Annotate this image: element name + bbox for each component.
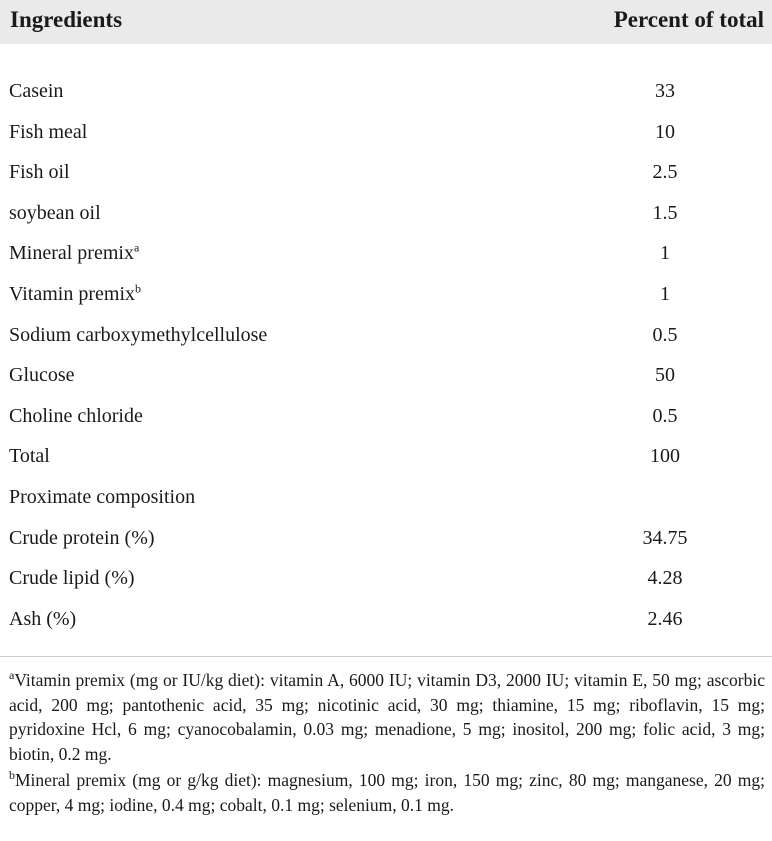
ingredient-name-cell [9,486,195,509]
ingredient-name-cell [9,80,63,103]
ingredient-name: Crude lipid (%) [9,567,135,590]
percent-value: 1.5 [652,201,678,224]
table-header [0,0,772,44]
ingredient-name-cell [9,364,75,387]
footnote-text: Mineral premix (mg or g/kg diet): magnesium, 100 mg; iron, 150 mg; zinc, 80 mg; manganese, 20 mg; copper, 4 mg; iodine, 0.4 mg; cobalt, 0.1 mg; selenium, 0.1 mg. [9,770,765,815]
ingredient-name: Casein [9,80,64,102]
percent-value: 34.75 [642,526,688,549]
ingredient-name-cell [9,121,87,144]
ingredient-name: Ash (%) [9,607,77,630]
percent-value: 2.5 [652,161,678,184]
table-row [0,316,772,357]
footnote-reference: b [135,281,141,296]
ingredient-name: Proximate composition [9,485,196,508]
table-row [0,356,772,397]
ingredient-name-cell [9,608,76,631]
footnote-divider [0,656,772,657]
percent-value: 1 [660,242,670,265]
ingredient-name-cell [9,405,143,428]
ingredient-name-cell [9,161,70,184]
percent-value: 10 [655,120,675,143]
table-row [0,478,772,519]
ingredient-name-cell [9,283,141,306]
table-body [0,72,772,640]
percent-value: 4.28 [647,567,683,590]
ingredient-name: Total [9,445,50,468]
percent-value: 0.5 [652,404,678,427]
footnote-reference: a [133,240,140,255]
header-percent-of-total: Percent of total [613,7,764,32]
header-ingredients: Ingredients [10,7,123,32]
percent-value: 2.46 [647,607,683,630]
ingredient-name-cell [9,242,139,265]
table-row [0,234,772,275]
table-row [0,397,772,438]
percent-value: 100 [650,445,680,468]
table-row [0,275,772,316]
footnote-a [9,668,765,766]
ingredient-name-cell [9,527,155,550]
ingredient-name-cell [9,202,101,225]
ingredient-name-cell [9,445,50,468]
ingredient-name: Mineral premix [9,242,134,265]
percent-value: 50 [655,364,675,387]
table-row [0,437,772,478]
percent-value: 33 [655,80,675,102]
ingredient-name-cell [9,324,267,347]
percent-value: 0.5 [652,323,678,346]
footnote-b [9,768,765,817]
percent-value: 1 [660,282,670,305]
ingredient-name: soybean oil [9,201,101,224]
table-row [0,519,772,560]
ingredient-name: Fish oil [9,161,70,184]
ingredient-name: Choline chloride [9,404,143,427]
table-row [0,559,772,600]
footnotes [9,668,765,819]
table-row [0,153,772,194]
table-row [0,113,772,154]
footnote-text: Vitamin premix (mg or IU/kg diet): vitamin A, 6000 IU; vitamin D3, 2000 IU; vitamin E, 50 mg; ascorbic acid, 200 mg; pantothenic acid, 35 mg; nicotinic acid, 30 mg; thiamine, 15 mg; riboflavin, 15 mg; pyridoxine Hcl, 6 mg; cyanocobalamin, 0.03 mg; menadione, 5 mg; inositol, 200 mg; folic acid, 3 mg; biotin, 0.2 mg. [9,670,765,764]
ingredient-name: Fish meal [9,120,88,143]
footnote-mark: b [9,768,15,783]
ingredient-name: Vitamin premix [9,282,135,305]
ingredient-name: Glucose [9,364,75,387]
ingredient-name: Crude protein (%) [9,526,155,549]
ingredient-name: Sodium carboxymethylcellulose [9,323,268,346]
ingredient-name-cell [9,567,135,590]
table-row [0,194,772,235]
footnote-mark: a [9,668,15,683]
table-row [0,600,772,641]
table-row [0,72,772,113]
